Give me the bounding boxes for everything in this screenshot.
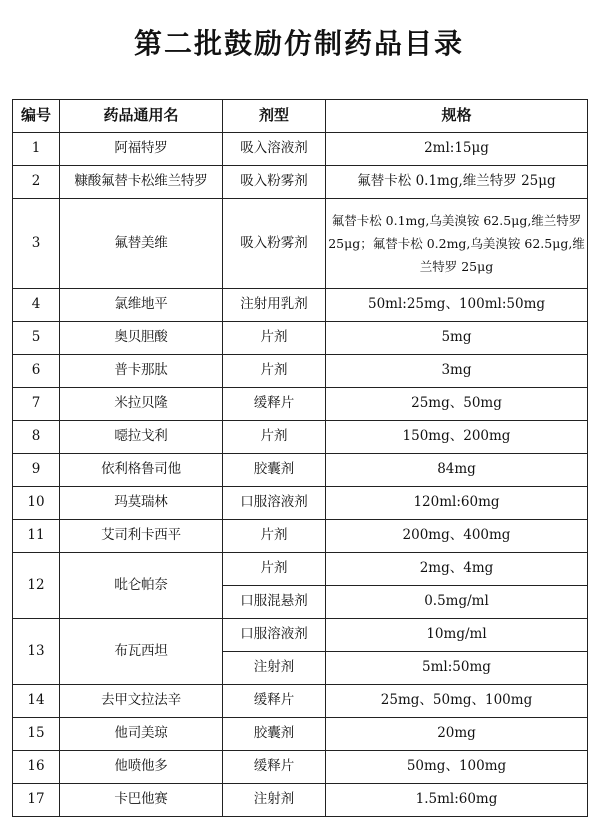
drug-generic-name: 奥贝胆酸 <box>60 322 223 355</box>
specification: 5mg <box>326 322 588 355</box>
header-specification: 规格 <box>326 100 588 133</box>
drug-generic-name: 他喷他多 <box>60 751 223 784</box>
dosage-form: 胶囊剂 <box>223 718 326 751</box>
drug-generic-name: 氯维地平 <box>60 289 223 322</box>
table-row <box>13 421 588 454</box>
dosage-form: 缓释片 <box>223 751 326 784</box>
row-number: 4 <box>13 289 60 322</box>
drug-generic-name: 去甲文拉法辛 <box>60 685 223 718</box>
specification: 50mg、100mg <box>326 751 588 784</box>
row-number: 6 <box>13 355 60 388</box>
dosage-form: 注射剂 <box>223 784 326 817</box>
drug-generic-name: 噁拉戈利 <box>60 421 223 454</box>
header-generic-name: 药品通用名 <box>60 100 223 133</box>
row-number: 8 <box>13 421 60 454</box>
specification: 5ml:50mg <box>326 652 588 685</box>
drug-generic-name: 阿福特罗 <box>60 133 223 166</box>
drug-catalog-table <box>12 99 588 817</box>
table-row <box>13 388 588 421</box>
specification: 200mg、400mg <box>326 520 588 553</box>
row-number: 15 <box>13 718 60 751</box>
table-row <box>13 166 588 199</box>
drug-generic-name: 布瓦西坦 <box>60 619 223 685</box>
page-title: 第二批鼓励仿制药品目录 <box>133 27 464 60</box>
dosage-form: 口服溶液剂 <box>223 487 326 520</box>
table-row <box>13 133 588 166</box>
row-number: 16 <box>13 751 60 784</box>
dosage-form: 片剂 <box>223 355 326 388</box>
specification: 氟替卡松 0.1mg,维兰特罗 25μg <box>326 166 588 199</box>
table-row <box>13 199 588 289</box>
drug-generic-name: 吡仑帕奈 <box>60 553 223 619</box>
specification: 0.5mg/ml <box>326 586 588 619</box>
drug-generic-name: 糠酸氟替卡松维兰特罗 <box>60 166 223 199</box>
row-number: 2 <box>13 166 60 199</box>
header-number: 编号 <box>13 100 60 133</box>
dosage-form: 缓释片 <box>223 388 326 421</box>
table-body <box>13 133 588 817</box>
drug-generic-name: 氟替美维 <box>60 199 223 289</box>
row-number: 12 <box>13 553 60 619</box>
table-row <box>13 355 588 388</box>
table-row <box>13 487 588 520</box>
dosage-form: 口服溶液剂 <box>223 619 326 652</box>
specification: 25mg、50mg、100mg <box>326 685 588 718</box>
specification: 150mg、200mg <box>326 421 588 454</box>
row-number: 1 <box>13 133 60 166</box>
specification: 2mg、4mg <box>326 553 588 586</box>
dosage-form: 吸入粉雾剂 <box>223 166 326 199</box>
row-number: 5 <box>13 322 60 355</box>
row-number: 11 <box>13 520 60 553</box>
row-number: 3 <box>13 199 60 289</box>
row-number: 17 <box>13 784 60 817</box>
drug-generic-name: 依利格鲁司他 <box>60 454 223 487</box>
row-number: 10 <box>13 487 60 520</box>
table-row <box>13 718 588 751</box>
table-row <box>13 751 588 784</box>
dosage-form: 吸入溶液剂 <box>223 133 326 166</box>
drug-generic-name: 卡巴他赛 <box>60 784 223 817</box>
specification: 120ml:60mg <box>326 487 588 520</box>
drug-generic-name: 艾司利卡西平 <box>60 520 223 553</box>
table-header-row <box>13 100 588 133</box>
specification: 1.5ml:60mg <box>326 784 588 817</box>
specification: 84mg <box>326 454 588 487</box>
table-row <box>13 520 588 553</box>
dosage-form: 片剂 <box>223 421 326 454</box>
row-number: 14 <box>13 685 60 718</box>
row-number: 9 <box>13 454 60 487</box>
specification: 20mg <box>326 718 588 751</box>
dosage-form: 片剂 <box>223 322 326 355</box>
table-row <box>13 322 588 355</box>
dosage-form: 胶囊剂 <box>223 454 326 487</box>
dosage-form: 注射用乳剂 <box>223 289 326 322</box>
dosage-form: 缓释片 <box>223 685 326 718</box>
table-row <box>13 454 588 487</box>
drug-generic-name: 米拉贝隆 <box>60 388 223 421</box>
specification: 氟替卡松 0.1mg,乌美溴铵 62.5μg,维兰特罗 25μg；氟替卡松 0.2mg,乌美溴铵 62.5μg,维兰特罗 25μg <box>326 199 588 289</box>
drug-generic-name: 普卡那肽 <box>60 355 223 388</box>
dosage-form: 片剂 <box>223 520 326 553</box>
table-row <box>13 619 588 652</box>
table-row <box>13 784 588 817</box>
table-row <box>13 685 588 718</box>
row-number: 13 <box>13 619 60 685</box>
specification: 10mg/ml <box>326 619 588 652</box>
header-dosage-form: 剂型 <box>223 100 326 133</box>
dosage-form: 口服混悬剂 <box>223 586 326 619</box>
specification: 2ml:15μg <box>326 133 588 166</box>
table-row <box>13 553 588 586</box>
dosage-form: 吸入粉雾剂 <box>223 199 326 289</box>
dosage-form: 片剂 <box>223 553 326 586</box>
drug-generic-name: 他司美琼 <box>60 718 223 751</box>
row-number: 7 <box>13 388 60 421</box>
drug-generic-name: 玛莫瑞林 <box>60 487 223 520</box>
specification: 25mg、50mg <box>326 388 588 421</box>
specification: 3mg <box>326 355 588 388</box>
specification: 50ml:25mg、100ml:50mg <box>326 289 588 322</box>
dosage-form: 注射剂 <box>223 652 326 685</box>
table-row <box>13 289 588 322</box>
